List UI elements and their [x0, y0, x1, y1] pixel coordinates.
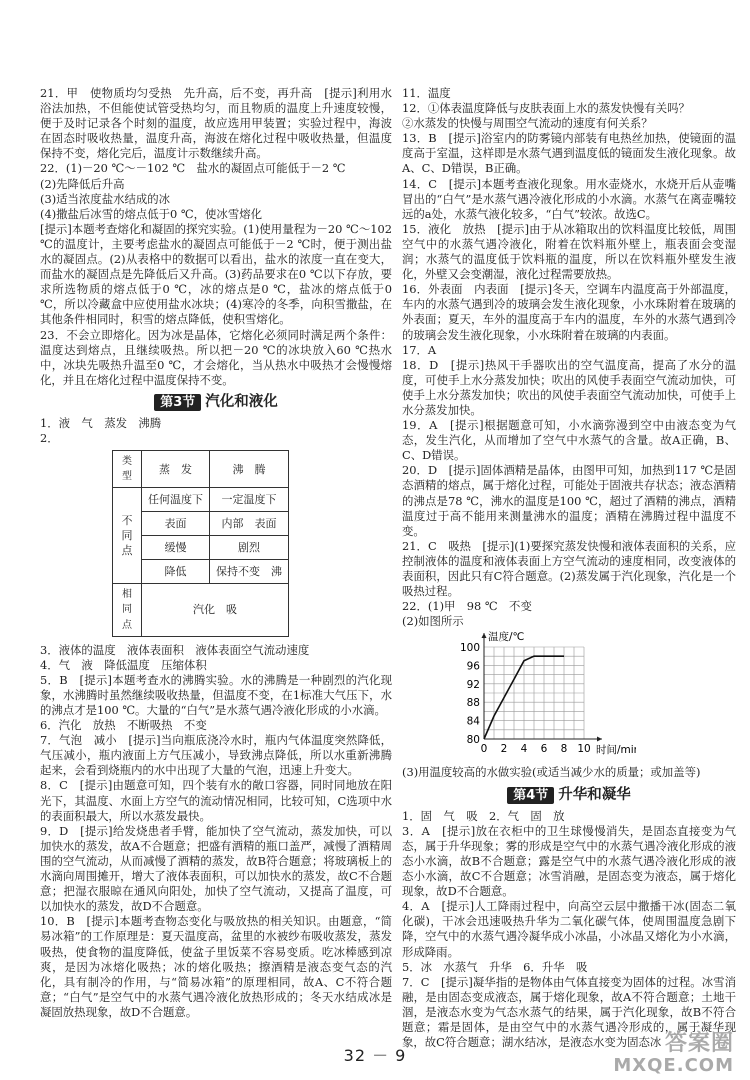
right-column: [402, 86, 736, 1050]
table-cell: 保持不变 沸: [210, 560, 289, 584]
table-cell: 内部 表面: [210, 512, 289, 536]
answer-line: 7．气泡 减小 [提示]当向瓶底浇冷水时，瓶内气体温度突然降低，气压减小，瓶内液面上方气压减小，导致沸点降低，所以水重新沸腾起来，会看到烧瓶内的水中出现了大量的气泡，迅速上升变大。: [40, 733, 392, 778]
x-tick-label: 2: [500, 743, 508, 756]
table-cell: 一定温度下: [210, 488, 289, 512]
watermark-url: MXQE.COM: [613, 1055, 734, 1076]
section-heading-4: [402, 787, 736, 804]
answer-line: 22．(1)甲 98 ℃ 不变: [402, 599, 532, 614]
y-axis-label: 温度/℃: [488, 631, 525, 644]
x-tick-label: 0: [480, 743, 488, 756]
table-diff-label: 不同点: [113, 488, 142, 584]
answer-line: 23．不会立即熔化。因为冰是晶体，它熔化必须同时满足两个条件：温度达到熔点，且继续吸热。所以把－20 ℃的冰块放入60 ℃热水中，冰块先吸热升温至0 ℃，才会熔化，当从热水中吸热才会慢慢熔化，并且在熔化过程中温度保持不变。: [40, 327, 392, 387]
answer-line: 15．液化 放热 [提示]由于从冰箱取出的饮料温度比较低，周围空气中的水蒸气遇冷液化，附着在饮料瓶外壁上，瓶表面会变湿润；水蒸气的温度低于饮料瓶的温度，所以在饮料瓶外壁发生液化，外壁又会变潮湿，液化过程需要放热。: [402, 221, 736, 282]
answer-line: 13．B [提示]浴室内的防雾镜内部装有电热丝加热，使镜面的温度高于室温，这样即是水蒸气遇到温度低的镜面发生液化现象。故A、C、D错误，B正确。: [402, 131, 736, 176]
x-tick-label: 10: [577, 743, 591, 756]
x-axis-arrow: [597, 737, 602, 742]
answer-line: 1．液 气 蒸发 沸腾: [40, 415, 162, 430]
left-column: [40, 86, 392, 1020]
answer-line: 1．固 气 吸 2．气 固 放: [402, 808, 565, 823]
table-cell: 表面: [142, 512, 210, 536]
answer-line: 9．D [提示]给发烧患者手臂，能加快了空气流动，蒸发加快，可以加快水的蒸发，故A不合题意；把盛有酒精的瓶口盖严，减慢了酒精周围的空气流动，从而减慢了酒精的蒸发，故B符合题意；将玻璃板上的水滴向周围摊开，增大了液体表面积，可以加快水的蒸发，故C不合题意；把湿衣服晾在通风向阳处，加快了空气流动，又提高了温度，可以加快水的蒸发，故D不合题意。: [40, 823, 392, 914]
answer-line: 18．D [提示]热风干手器吹出的空气温度高，提高了水分的温度，可使手上水分蒸发加快；吹出的风使手表面空气流动加快，可使手上水分蒸发加快；吹出的风使手表面空气流动加快，可使手上水分蒸发加快。: [402, 357, 736, 417]
y-tick-label: 96: [466, 660, 480, 673]
x-tick-label: 8: [560, 743, 568, 756]
answer-line: 3．A [提示]放在衣柜中的卫生球慢慢消失，是固态直接变为气态，属于升华现象；雾的形成是空气中的水蒸气遇冷液化形成的液态小水滴，故B不合题意；露是空气中的水蒸气遇冷液化形成的液态小水滴，故C不合题意；冰雪消融，是固态变为液态，属于熔化现象，故D不合题意。: [402, 823, 736, 899]
section-badge: 第4节: [507, 787, 554, 804]
answer-line: 16．外表面 内表面 [提示]冬天，空调车内温度高于外部温度，车内的水蒸气遇到冷的玻璃会发生液化现象，小水珠附着在玻璃的外表面；夏天，车外的温度高于车内的温度，车外的水蒸气遇到冷的玻璃会发生液化现象，小水珠附着在玻璃的内表面。: [402, 282, 736, 342]
table-header-evaporation: 蒸 发: [142, 451, 210, 488]
right-bottom-answers: [402, 809, 736, 1051]
answer-line: 3．液体的温度 液体表面积 液体表面空气流动速度: [40, 642, 310, 657]
table-header-type: 类型: [113, 451, 142, 488]
answer-line: 5．冰 水蒸气 升华 6．升华 吸: [402, 959, 588, 974]
answer-line: 22．(1)－20 ℃～－102 ℃ 盐水的凝固点可能低于－2 ℃: [40, 161, 346, 176]
right-top-answers: [402, 86, 736, 629]
answer-line: 21．甲 使物质均匀受热 先升高，后不变，再升高 [提示]利用水浴法加热，不但能使试管受热均匀，而且物质的温度上升速度较慢，便于及时记录各个时刻的温度，故应选用甲装置；实验过程中，海波在固态时吸收热量，温度升高，海波在熔化过程中吸收热量，但温度保持不变，熔化完后，温度计示数继续升高。: [40, 86, 392, 161]
answer-line: 5．B [提示]本题考查水的沸腾实验。水的沸腾是一种剧烈的汽化现象，水沸腾时虽然继续吸收热量，但温度不变，在1标准大气压下，水的沸点才是100 ℃。大量的“白气”是水蒸气遇冷液化形成的小水滴。: [40, 672, 392, 717]
y-tick-label: 100: [459, 642, 480, 655]
answer-line: (2)如图所示: [402, 614, 464, 629]
y-axis-arrow: [482, 633, 487, 638]
answer-line: 12．①体表温度降低与皮肤表面上水的蒸发快慢有关吗？: [402, 101, 690, 116]
answer-line: (2)先降低后升高: [40, 176, 125, 191]
table-same-label: 相同点: [113, 584, 142, 636]
section-badge: 第3节: [154, 394, 201, 411]
temperature-time-chart: [446, 631, 636, 759]
table-same-value: 汽化 吸: [142, 584, 289, 636]
y-tick-label: 92: [466, 679, 480, 692]
table-cell: 剧烈: [210, 536, 289, 560]
answer-line: (3)适当浓度盐水结成的冰: [40, 191, 171, 206]
x-tick-label: 4: [520, 743, 528, 756]
section-title: 升华和凝华: [558, 786, 631, 803]
answer-line: 2．: [40, 431, 59, 446]
answer-line: ②水蒸发的快慢与周围空气流动的速度有何关系？: [402, 116, 653, 131]
answer-line: 6．汽化 放热 不断吸热 不变: [40, 718, 207, 733]
answer-line: 7．C [提示]凝华指的是物体由气体直接变为固体的过程。冰雪消融，是由固态变成液态，属于熔化现象，故A不符合题意；土地干涸，是液态水变为气态水蒸气的结果，属于汽化现象，故B不符合题意；霜是固体，是由空气中的水蒸气遇冷形成的，属于凝华现象，故C符合题意；湖水结冰，是液态水变为固态冰: [402, 974, 736, 1050]
table-header-boiling: 沸 腾: [210, 451, 289, 488]
comparison-table: [112, 450, 289, 636]
page-number: 32 － 9: [343, 1046, 407, 1065]
answer-line: 8．C [提示]由题意可知，四个装有水的敞口容器，同时同地放在阳光下，其温度、水面上方空气的流动情况相同，比较可知，C选项中水的表面积最大，所以水蒸发最快。: [40, 778, 392, 823]
x-tick-label: 6: [540, 743, 548, 756]
answer-line: 19．A [提示]根据题意可知，小水滴弥漫到空中由液态变为气态，发生汽化，从而增加了空气中水蒸气的含量。故A正确，B、C、D错误。: [402, 418, 736, 463]
answer-line: 20．D [提示]固体酒精是晶体，由图甲可知，加热到117 ℃是固态酒精的熔点，属于熔化过程，可能处于固液共存状态；液态酒精的沸点是78 ℃，沸水的温度是100 ℃，超过了酒精的沸点，酒精温度过于高不能用来测量沸水的温度；酒精在沸腾过程中温度不变。: [402, 463, 736, 538]
x-axis-label: 时间/min: [596, 744, 636, 757]
answer-line: (4)撒盐后冰雪的熔点低于0 ℃，使冰雪熔化: [40, 206, 262, 221]
left-bottom-answers: [40, 643, 392, 1020]
answer-line: 21．C 吸热 [提示](1)要探究蒸发快慢和液体表面积的关系，应控制液体的温度和液体表面上方空气流动的速度相同，改变液体的表面积，因此只有C符合题意。(2)蒸发属于汽化现象，汽化是一个吸热过程。: [402, 538, 736, 599]
table-cell: 降低: [142, 560, 210, 584]
y-tick-label: 84: [466, 715, 480, 728]
table-cell: 缓慢: [142, 536, 210, 560]
section-heading-3: [40, 394, 392, 411]
section-title: 汽化和液化: [205, 393, 278, 410]
temperature-chart-wrap: [446, 631, 736, 763]
answer-line: 10．B [提示]本题考查物态变化与吸放热的相关知识。由题意，“简易冰箱”的工作原理是：夏天温度高，盆里的水被纱布吸收蒸发，蒸发吸热，使食物的温度降低，使盆子里饭菜不容易变质。吃冰棒感到凉爽，是因为冰熔化吸热；冰的熔化吸热；擦酒精是液态变气态的汽化，具有制冷的作用，与“简易冰箱”的原理相同，故A、C不符合题意；“白气”是空气中的水蒸气遇冷液化放热形成的；冬天水结成冰是凝固放热现象，故D不合题意。: [40, 914, 392, 1019]
answer-line: 4．A [提示]人工降雨过程中，向高空云层中撒播干冰(固态二氧化碳)，干冰会迅速吸热升华为二氧化碳气体，使周围温度急剧下降，空气中的水蒸气遇冷凝华成小冰晶，小冰晶又熔化为小水滴，形成降雨。: [402, 899, 736, 959]
table-cell: 任何温度下: [142, 488, 210, 512]
answer-line: 4．气 液 降低温度 压缩体积: [40, 657, 207, 672]
y-tick-label: 88: [466, 697, 480, 710]
answer-line: 14．C [提示]本题考查液化现象。用水壶烧水，水烧开后从壶嘴冒出的“白气”是水蒸气遇冷液化形成的小水滴。水蒸气在离壶嘴较远的a处，水蒸气液化较多，“白气”较浓。故选C。: [402, 176, 736, 221]
left-top-answers: [40, 86, 392, 388]
answer-line: 11．温度: [402, 86, 451, 100]
watermark-text: 答案圈: [664, 1031, 734, 1056]
answer-line: (3)用温度较高的水做实验(或适当减少水的质量；或加盖等): [402, 765, 701, 780]
watermark-logo: [613, 1032, 734, 1076]
answer-line: [提示]本题考查熔化和凝固的探究实验。(1)使用量程为－20 ℃～102 ℃的温度计，主要考虑盐水的凝固点可能低于－2 ℃时，便于测出盐水的凝固点。(2)从表格中的数据可以看出，盐水的浓度一直在变大，而盐水的凝固点是先降低后又升高。(3)药品要求在0 ℃以下存放，要求所选物质的熔点低于0 ℃，冰的熔点是0 ℃，盐冰的熔点低于0 ℃，所以冷藏盒中应使用盐水冰块；(4)寒冷的冬季，向积雪撒盐，在其他条件相同时，积雪的熔点降低，使积雪熔化。: [40, 221, 392, 327]
y-tick-label: 80: [466, 734, 480, 747]
answer-line: 17．A: [402, 342, 437, 357]
